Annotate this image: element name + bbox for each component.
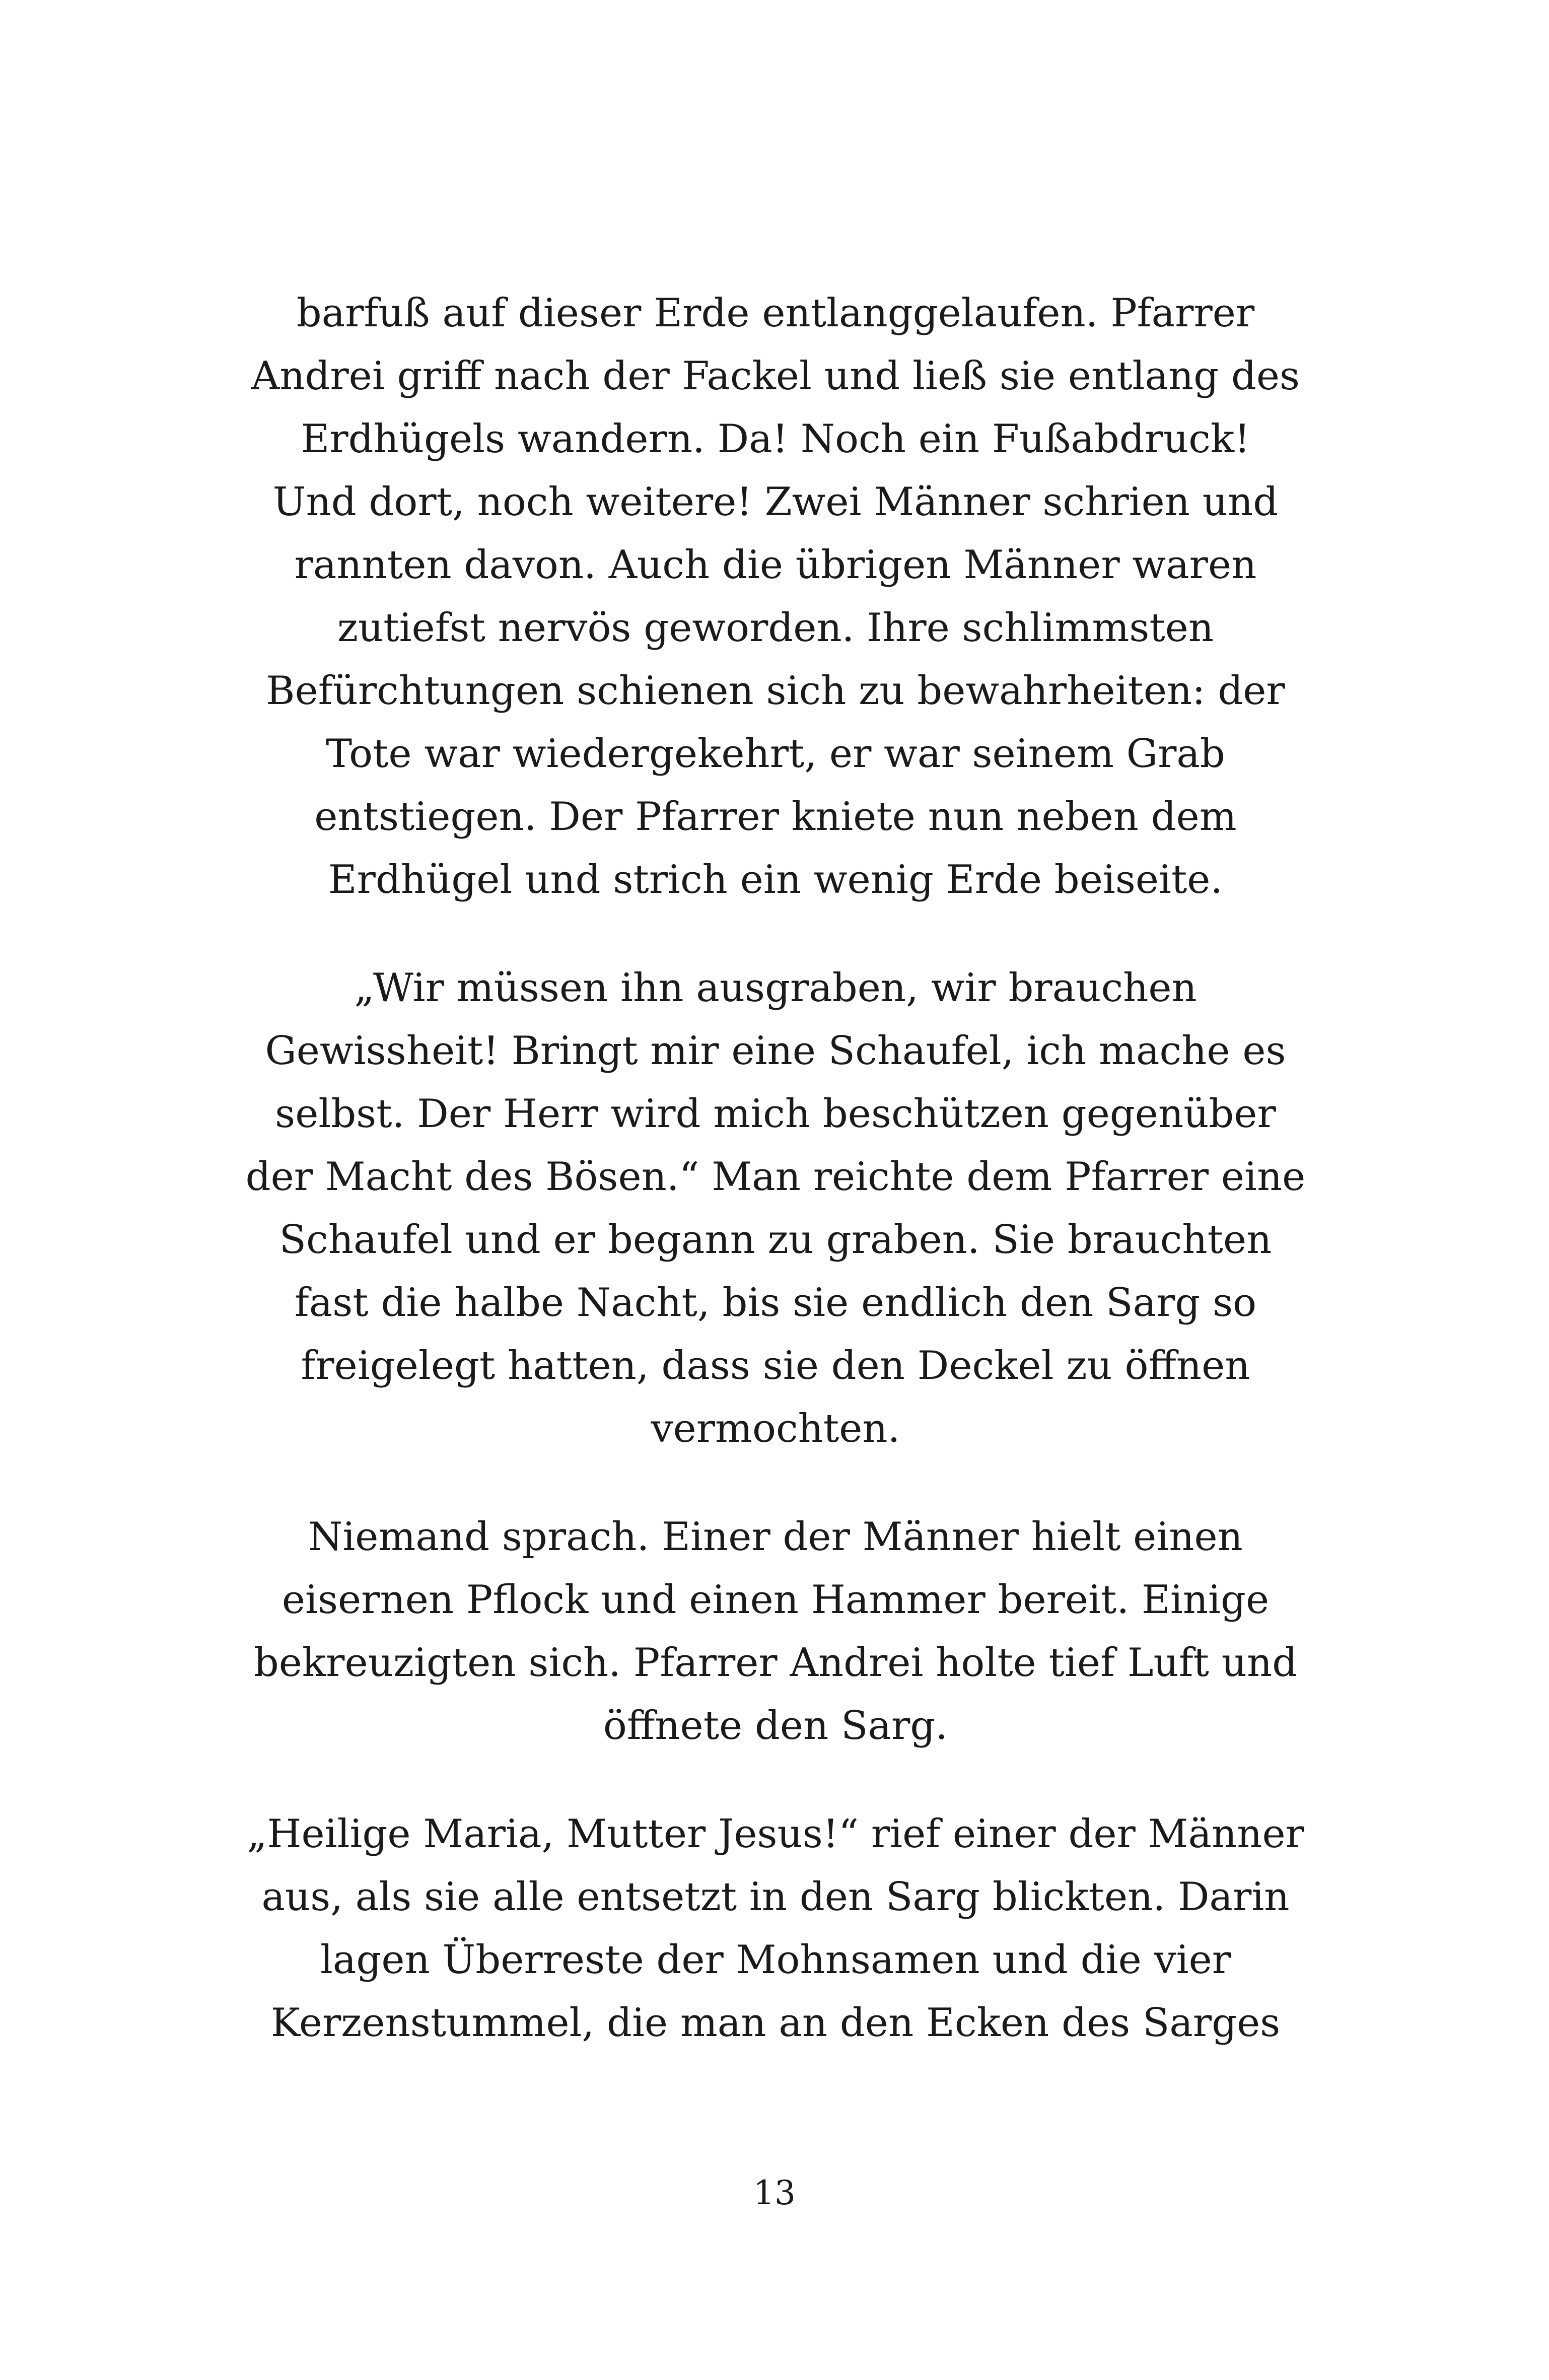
paragraph — [222, 1803, 1329, 2055]
text-line: Erdhügels wandern. Da! Noch ein Fußabdruck! — [301, 416, 1250, 462]
text-line: selbst. Der Herr wird mich beschützen gegenüber — [275, 1091, 1276, 1137]
text-line: Erdhügel und strich ein wenig Erde beiseite. — [328, 857, 1223, 902]
text-line: lagen Überreste der Mohnsamen und die vier — [320, 1937, 1231, 1983]
text-line: zutiefst nervös geworden. Ihre schlimmsten — [337, 605, 1214, 651]
text-line: der Macht des Bösen.“ Man reichte dem Pfarrer eine — [245, 1154, 1306, 1200]
text-line: entstiegen. Der Pfarrer kniete nun neben dem — [314, 794, 1237, 839]
paragraph — [222, 957, 1329, 1460]
text-line: Und dort, noch weitere! Zwei Männer schrien und — [272, 479, 1279, 525]
text-line: Befürchtungen schienen sich zu bewahrheiten: der — [266, 668, 1285, 714]
text-line: vermochten. — [651, 1406, 900, 1451]
text-line: freigelegt hatten, dass sie den Deckel zu öffnen — [301, 1343, 1250, 1388]
paragraph — [222, 282, 1329, 912]
text-line: rannten davon. Auch die übrigen Männer waren — [294, 542, 1257, 588]
text-line: Gewissheit! Bringt mir eine Schaufel, ich mache es — [265, 1028, 1286, 1074]
text-line: öffnete den Sarg. — [603, 1703, 948, 1748]
text-line: aus, als sie alle entsetzt in den Sarg blickten. Darin — [261, 1874, 1290, 1920]
text-line: Niemand sprach. Einer der Männer hielt einen — [308, 1514, 1243, 1560]
page-number: 13 — [753, 2174, 796, 2212]
text-line: barfuß auf dieser Erde entlanggelaufen. Pfarrer — [296, 291, 1255, 336]
body-text — [222, 282, 1329, 2100]
text-line: Andrei griff nach der Fackel und ließ sie entlang des — [251, 354, 1300, 399]
text-line: Tote war wiedergekehrt, er war seinem Grab — [326, 731, 1225, 777]
text-line: Schaufel und er begann zu graben. Sie brauchten — [279, 1217, 1272, 1263]
text-line: bekreuzigten sich. Pfarrer Andrei holte tief Luft und — [253, 1640, 1298, 1686]
text-line: „Wir müssen ihn ausgraben, wir brauchen — [354, 965, 1197, 1011]
text-line: „Heilige Maria, Mutter Jesus!“ rief einer der Männer — [247, 1811, 1304, 1857]
text-line: Kerzenstummel, die man an den Ecken des Sarges — [270, 2000, 1281, 2046]
text-line: fast die halbe Nacht, bis sie endlich den Sarg so — [294, 1280, 1257, 1325]
text-line: eisernen Pflock und einen Hammer bereit. Einige — [281, 1577, 1270, 1623]
paragraph — [222, 1506, 1329, 1758]
